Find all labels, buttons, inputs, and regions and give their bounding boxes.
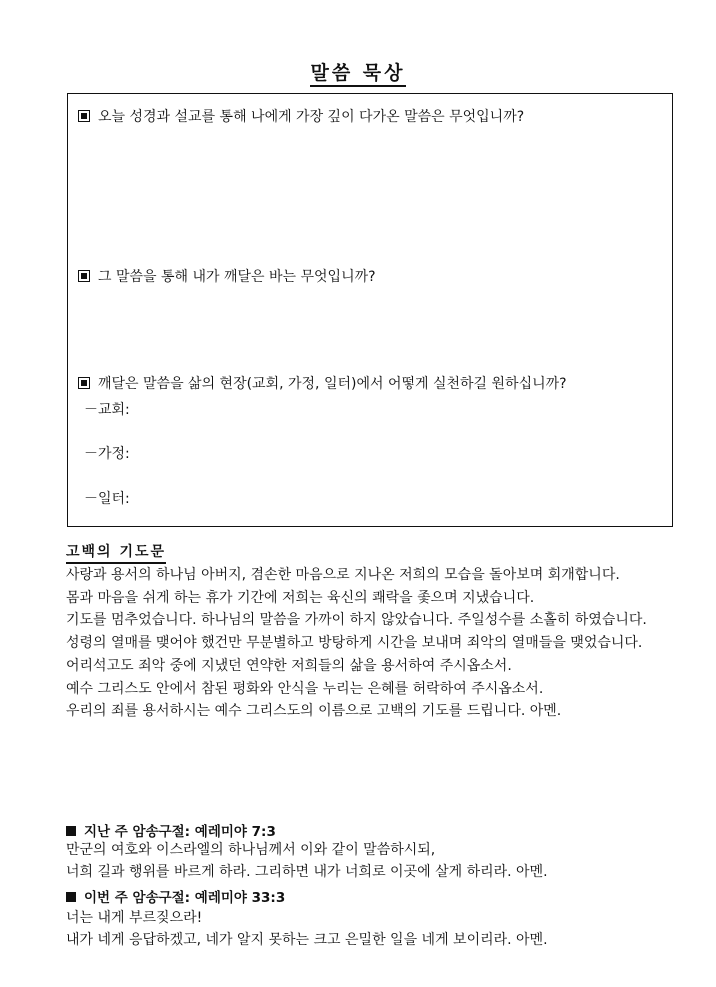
prayer-title: 고백의 기도문 [66, 541, 166, 564]
bullet-square-icon [66, 892, 76, 902]
last-week-verse-title [66, 820, 276, 840]
question-3 [78, 373, 567, 393]
church-label: －교회: [84, 402, 130, 418]
prayer-line: 우리의 죄를 용서하시는 예수 그리스도의 이름으로 고백의 기도를 드립니다. 아멘. [66, 703, 562, 720]
last-week-verse-title-text: 지난 주 암송구절: 예레미야 7:3 [84, 824, 276, 840]
work-label: －일터: [84, 491, 130, 507]
this-week-verse-title-text: 이번 주 암송구절: 예레미야 33:3 [84, 890, 286, 906]
home-label: －가정: [84, 446, 130, 462]
checkbox-square-icon [78, 377, 90, 389]
question-1-text: 오늘 성경과 설교를 통해 나에게 가장 깊이 다가온 말씀은 무엇입니까? [98, 109, 525, 125]
last-week-verse-line: 너희 길과 행위를 바르게 하라. 그리하면 내가 너희로 이곳에 살게 하리라. 아멘. [66, 864, 548, 880]
prayer-line: 어리석고도 죄악 중에 지냈던 연약한 저희들의 삶을 용서하여 주시옵소서. [66, 657, 512, 674]
this-week-verse-line: 너는 내게 부르짖으라! [66, 910, 203, 926]
prayer-line: 성령의 열매를 맺어야 했건만 무분별하고 방탕하게 시간을 보내며 죄악의 열매들을 맺었습니다. [66, 635, 643, 652]
prayer-body [66, 564, 686, 723]
question-3-text: 깨달은 말씀을 삶의 현장(교회, 가정, 일터)에서 어떻게 실천하길 원하십니까? [98, 376, 567, 392]
checkbox-square-icon [78, 270, 90, 282]
question-2 [78, 266, 376, 286]
bullet-square-icon [66, 826, 76, 836]
question-2-text: 그 말씀을 통해 내가 깨달은 바는 무엇입니까? [98, 269, 376, 285]
prayer-line: 몸과 마음을 쉬게 하는 휴가 기간에 저희는 육신의 쾌락을 좇으며 지냈습니다. [66, 589, 535, 606]
this-week-verse-title [66, 886, 285, 906]
last-week-verse-line: 만군의 여호와 이스라엘의 하나님께서 이와 같이 말씀하시되, [66, 842, 436, 858]
page-title-text: 말씀 묵상 [310, 62, 405, 87]
page-title [0, 58, 716, 85]
prayer-line: 기도를 멈추었습니다. 하나님의 말씀을 가까이 하지 않았습니다. 주일성수를 소홀히 하였습니다. [66, 612, 647, 629]
meditation-box [67, 93, 673, 527]
this-week-verse-line: 내가 네게 응답하겠고, 네가 알지 못하는 크고 은밀한 일을 네게 보이리라. 아멘. [66, 932, 548, 948]
checkbox-square-icon [78, 110, 90, 122]
prayer-line: 사랑과 용서의 하나님 아버지, 겸손한 마음으로 지나온 저희의 모습을 돌아보며 회개합니다. [66, 567, 620, 583]
prayer-line: 예수 그리스도 안에서 참된 평화와 안식을 누리는 은혜를 허락하여 주시옵소서. [66, 680, 544, 697]
question-1 [78, 106, 524, 126]
